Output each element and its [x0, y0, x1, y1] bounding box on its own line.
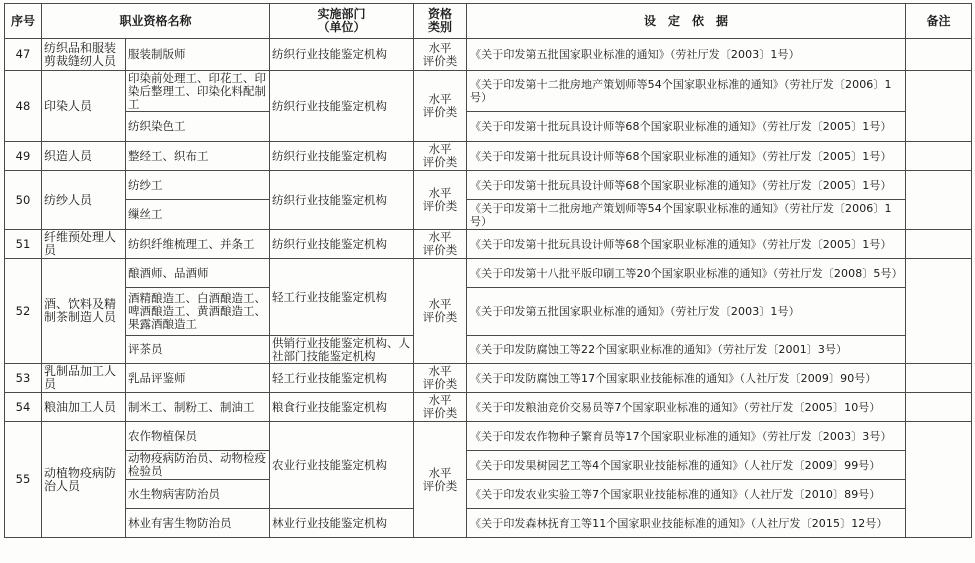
row-category: 水平 评价类: [414, 230, 467, 259]
header-dept: 实施部门 （单位）: [270, 4, 414, 39]
table-row: [5, 259, 972, 288]
row-group: 纺纱人员: [42, 171, 126, 230]
row-category: 水平 评价类: [414, 142, 467, 171]
row-item: 纺织染色工: [126, 112, 270, 142]
row-item: 服装制版师: [126, 39, 270, 71]
row-seq: 49: [5, 142, 42, 171]
row-category: 水平 评价类: [414, 393, 467, 422]
qualification-table: [4, 3, 972, 538]
row-item: 农作物植保员: [126, 422, 270, 451]
table-row: [5, 393, 972, 422]
table-row: [5, 71, 972, 112]
row-dept: 林业行业技能鉴定机构: [270, 509, 414, 538]
row-group: 动植物疫病防治人员: [42, 422, 126, 538]
row-item: 纺纱工: [126, 171, 270, 200]
table-row: [5, 142, 972, 171]
table-row: [5, 112, 972, 142]
row-basis: 《关于印发农作物种子繁育员等17个国家职业标准的通知》（劳社厅发〔2003〕3号）: [467, 422, 906, 451]
row-seq: 51: [5, 230, 42, 259]
row-remark: [906, 422, 972, 538]
row-category: 水平 评价类: [414, 71, 467, 142]
row-dept: 轻工行业技能鉴定机构: [270, 259, 414, 336]
table-row: [5, 171, 972, 200]
row-item: 动物疫病防治员、动物检疫检验员: [126, 451, 270, 480]
row-dept: 纺织行业技能鉴定机构: [270, 39, 414, 71]
row-dept: 纺织行业技能鉴定机构: [270, 171, 414, 230]
row-item: 印染前处理工、印花工、印染后整理工、印染化料配制工: [126, 71, 270, 112]
row-seq: 54: [5, 393, 42, 422]
row-group: 纺织品和服装剪裁缝纫人员: [42, 39, 126, 71]
row-basis: 《关于印发森林抚育工等11个国家职业技能标准的通知》（人社厅发〔2015〕12号）: [467, 509, 906, 538]
row-dept: 粮食行业技能鉴定机构: [270, 393, 414, 422]
row-item: 酒精酿造工、白酒酿造工、啤酒酿造工、黄酒酿造工、果露酒酿造工: [126, 288, 270, 336]
row-remark: [906, 364, 972, 393]
row-item: 缫丝工: [126, 200, 270, 230]
row-seq: 48: [5, 71, 42, 142]
row-basis: 《关于印发第五批国家职业标准的通知》（劳社厅发〔2003〕1号）: [467, 288, 906, 336]
row-basis: 《关于印发粮油竞价交易员等7个国家职业标准的通知》（劳社厅发〔2005〕10号）: [467, 393, 906, 422]
row-seq: 52: [5, 259, 42, 364]
table-row: [5, 230, 972, 259]
row-basis: 《关于印发第十批玩具设计师等68个国家职业标准的通知》（劳社厅发〔2005〕1号）: [467, 142, 906, 171]
row-basis: 《关于印发第十二批房地产策划师等54个国家职业标准的通知》（劳社厅发〔2006〕1号）: [467, 71, 906, 112]
row-seq: 50: [5, 171, 42, 230]
table-row: [5, 200, 972, 230]
row-seq: 55: [5, 422, 42, 538]
row-group: 织造人员: [42, 142, 126, 171]
row-group: 乳制品加工人员: [42, 364, 126, 393]
row-item: 整经工、织布工: [126, 142, 270, 171]
row-basis: 《关于印发防腐蚀工等17个国家职业技能标准的通知》（人社厅发〔2009〕90号）: [467, 364, 906, 393]
row-remark: [906, 142, 972, 171]
row-remark: [906, 393, 972, 422]
header-seq: 序号: [5, 4, 42, 39]
row-group: 粮油加工人员: [42, 393, 126, 422]
table-row: [5, 39, 972, 71]
row-seq: 47: [5, 39, 42, 71]
row-item: 评茶员: [126, 336, 270, 364]
row-basis: 《关于印发第十八批平版印刷工等20个国家职业标准的通知》（劳社厅发〔2008〕5号）: [467, 259, 906, 288]
row-dept: 纺织行业技能鉴定机构: [270, 142, 414, 171]
row-dept: 农业行业技能鉴定机构: [270, 422, 414, 509]
row-group: 印染人员: [42, 71, 126, 142]
row-basis: 《关于印发果树园艺工等4个国家职业技能标准的通知》（人社厅发〔2009〕99号）: [467, 451, 906, 480]
row-basis: 《关于印发农业实验工等7个国家职业技能标准的通知》（人社厅发〔2010〕89号）: [467, 480, 906, 509]
table-row: [5, 422, 972, 451]
row-dept: 纺织行业技能鉴定机构: [270, 230, 414, 259]
row-remark: [906, 39, 972, 71]
row-item: 水生物病害防治员: [126, 480, 270, 509]
row-basis: 《关于印发第十二批房地产策划师等54个国家职业标准的通知》（劳社厅发〔2006〕1号）: [467, 200, 906, 230]
table-row: [5, 364, 972, 393]
row-basis: 《关于印发第十批玩具设计师等68个国家职业标准的通知》（劳社厅发〔2005〕1号）: [467, 112, 906, 142]
row-basis: 《关于印发防腐蚀工等22个国家职业标准的通知》（劳社厅发〔2001〕3号）: [467, 336, 906, 364]
table-row: [5, 288, 972, 336]
row-dept: 供销行业技能鉴定机构、人社部门技能鉴定机构: [270, 336, 414, 364]
row-category: 水平 评价类: [414, 171, 467, 230]
table-header-row: [5, 4, 972, 39]
row-basis: 《关于印发第十批玩具设计师等68个国家职业标准的通知》（劳社厅发〔2005〕1号）: [467, 171, 906, 200]
table-row: [5, 451, 972, 480]
table-row: [5, 336, 972, 364]
header-basis: 设 定 依 据: [467, 4, 906, 39]
row-group: 纤维预处理人员: [42, 230, 126, 259]
row-dept: 轻工行业技能鉴定机构: [270, 364, 414, 393]
row-seq: 53: [5, 364, 42, 393]
row-basis: 《关于印发第十批玩具设计师等68个国家职业标准的通知》（劳社厅发〔2005〕1号）: [467, 230, 906, 259]
row-category: 水平 评价类: [414, 364, 467, 393]
row-item: 制米工、制粉工、制油工: [126, 393, 270, 422]
row-basis: 《关于印发第五批国家职业标准的通知》（劳社厅发〔2003〕1号）: [467, 39, 906, 71]
row-remark: [906, 259, 972, 364]
table-row: [5, 509, 972, 538]
row-category: 水平 评价类: [414, 259, 467, 364]
row-dept: 纺织行业技能鉴定机构: [270, 71, 414, 142]
header-name: 职业资格名称: [42, 4, 270, 39]
row-remark: [906, 230, 972, 259]
row-item: 林业有害生物防治员: [126, 509, 270, 538]
row-remark: [906, 171, 972, 230]
row-item: 纺织纤维梳理工、并条工: [126, 230, 270, 259]
table-row: [5, 480, 972, 509]
row-category: 水平 评价类: [414, 39, 467, 71]
row-group: 酒、饮料及精制茶制造人员: [42, 259, 126, 364]
row-category: 水平 评价类: [414, 422, 467, 538]
header-remark: 备注: [906, 4, 972, 39]
row-item: 酿酒师、品酒师: [126, 259, 270, 288]
header-category: 资格 类别: [414, 4, 467, 39]
row-remark: [906, 71, 972, 142]
row-item: 乳品评鉴师: [126, 364, 270, 393]
